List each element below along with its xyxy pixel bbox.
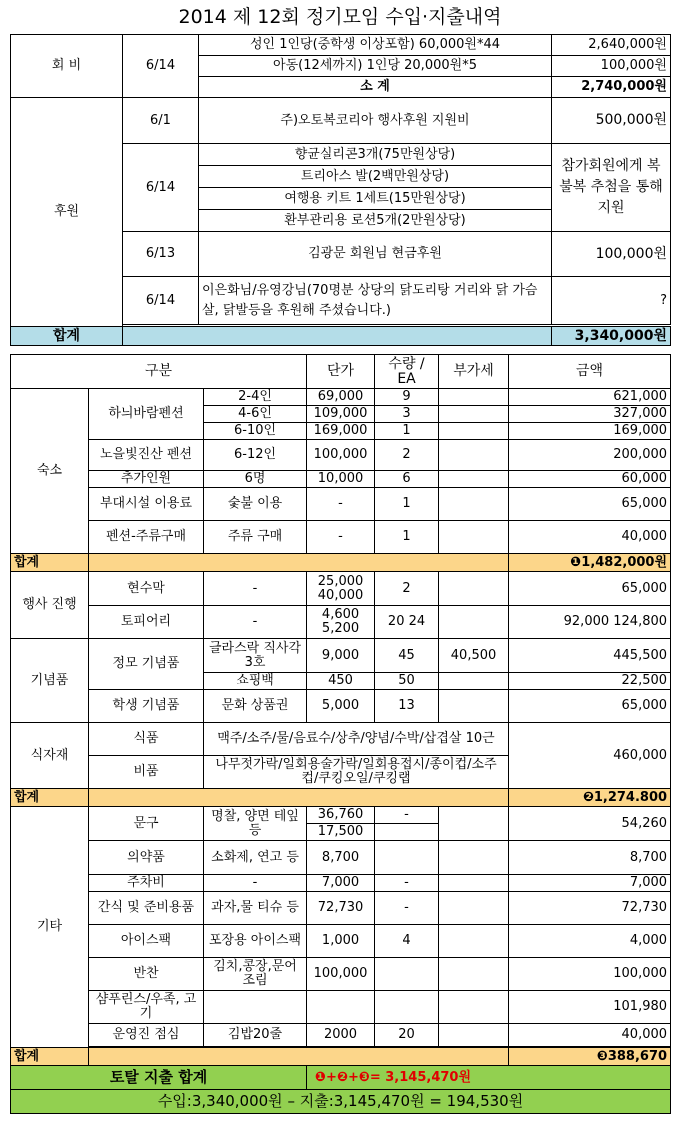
cell-price: 69,000 xyxy=(307,389,375,406)
cell-vat xyxy=(439,991,509,1024)
cell-price: 1,000 xyxy=(307,925,375,958)
balance-row xyxy=(11,1090,671,1114)
cell-vat xyxy=(439,521,509,554)
membership-child-desc: 아동(12세까지) 1인당 20,000원*5 xyxy=(199,56,552,77)
table-row xyxy=(11,389,671,406)
sponsor-desc: 이은화님/유영강님(70명분 상당의 닭도리탕 거리와 닭 가슴살, 닭발등을 후원해 주셨습니다.) xyxy=(199,277,552,325)
table-row xyxy=(11,991,671,1024)
cell-price: 36,760 xyxy=(307,807,375,824)
cell-qty: 50 xyxy=(375,673,439,690)
cell-vat xyxy=(439,690,509,723)
cell-price: 25,000 40,000 xyxy=(307,572,375,606)
cell-amount: 8,700 xyxy=(509,841,671,875)
cell-qty xyxy=(375,824,439,841)
cell-spec: 소화제, 연고 등 xyxy=(204,841,307,875)
sponsor-date: 6/13 xyxy=(123,232,199,277)
cell-spec: 6-10인 xyxy=(204,423,307,440)
subtotal-row xyxy=(11,1048,671,1066)
income-table xyxy=(10,34,671,346)
cell-qty: 1 xyxy=(375,488,439,521)
cell-vat xyxy=(439,673,509,690)
cell-qty: 3 xyxy=(375,406,439,423)
cell-qty: 20 24 xyxy=(375,606,439,639)
event-label: 행사 진행 xyxy=(11,572,89,639)
income-total: 3,340,000원 xyxy=(552,327,671,346)
subtotal-row xyxy=(11,789,671,807)
cell-name: 샴푸린스/우족, 고기 xyxy=(89,991,204,1024)
cell-vat xyxy=(439,841,509,875)
cell-spec: - xyxy=(204,572,307,606)
grand-total-label: 토탈 지출 합계 xyxy=(11,1066,307,1090)
table-row xyxy=(11,723,671,756)
etc-label: 기타 xyxy=(11,807,89,1048)
cell-name: 비품 xyxy=(89,756,204,789)
cell-price: - xyxy=(307,488,375,521)
sponsor-date: 6/1 xyxy=(123,98,199,144)
cell-price xyxy=(307,991,375,1024)
cell-amount: 22,500 xyxy=(509,673,671,690)
cell-name: 노을빛진산 펜션 xyxy=(89,440,204,471)
table-header xyxy=(11,355,671,389)
cell-vat xyxy=(439,389,509,406)
cell-spec: 명찰, 양면 테잎 등 xyxy=(204,807,307,841)
sponsor-desc: 주)오토복코리아 행사후원 지원비 xyxy=(199,98,552,144)
cell-price: 450 xyxy=(307,673,375,690)
cell-spec: 6-12인 xyxy=(204,440,307,471)
membership-subtotal: 2,740,000원 xyxy=(552,77,671,98)
table-row xyxy=(11,1024,671,1047)
cell-name: 펜션-주류구매 xyxy=(89,521,204,554)
cell-amount: 327,000 xyxy=(509,406,671,423)
cell-name: 현수막 xyxy=(89,572,204,606)
cell-spec: 쇼핑백 xyxy=(204,673,307,690)
cell-amount: 169,000 xyxy=(509,423,671,440)
cell-name: 식품 xyxy=(89,723,204,756)
cell-price: 2000 xyxy=(307,1024,375,1047)
cell-amount: 40,000 xyxy=(509,1024,671,1047)
sponsor-item-line: 환부관리용 로션5개(2만원상당) xyxy=(199,210,552,232)
cell-spec: 과자,물 티슈 등 xyxy=(204,892,307,925)
cell-qty: - xyxy=(375,875,439,892)
food-subtotal: ❷1,274.800 xyxy=(509,789,671,807)
cell-spec: 주류 구매 xyxy=(204,521,307,554)
cell-qty: - xyxy=(375,807,439,824)
table-row xyxy=(11,35,671,56)
sponsor-date: 6/14 xyxy=(123,277,199,325)
cell-amount: 65,000 xyxy=(509,690,671,723)
cell-amount: 101,980 xyxy=(509,991,671,1024)
grand-total: ❶+❷+❸= 3,145,470원 xyxy=(315,1069,472,1085)
sponsor-desc: 김광문 회원님 현금후원 xyxy=(199,232,552,277)
table-row xyxy=(11,807,671,824)
cell-qty xyxy=(375,991,439,1024)
cell-amount: 40,000 xyxy=(509,521,671,554)
sponsor-amount: 500,000원 xyxy=(552,98,671,144)
cell-price: 4,600 5,200 xyxy=(307,606,375,639)
cell-qty: 9 xyxy=(375,389,439,406)
cell-amount: 100,000 xyxy=(509,958,671,991)
membership-subtotal-label: 소 계 xyxy=(199,77,552,98)
cell-spec: 글라스락 직사각3호 xyxy=(204,639,307,673)
cell-spec: 2-4인 xyxy=(204,389,307,406)
etc-subtotal: ❸388,670 xyxy=(509,1048,671,1066)
cell-qty: 2 xyxy=(375,440,439,471)
sponsor-item-line: 향균실리콘3개(75만원상당) xyxy=(199,144,552,166)
cell-name: 의약품 xyxy=(89,841,204,875)
balance: 수입:3,340,000원 – 지출:3,145,470원 = 194,530원 xyxy=(11,1090,671,1114)
cell-desc: 나무젓가락/일회용술가락/일회용접시/종이컵/소주컵/쿠킹오일/쿠킹랩 xyxy=(204,756,509,789)
cell-name: 아이스팩 xyxy=(89,925,204,958)
cell-vat xyxy=(439,1024,509,1047)
cell-spec: 숯불 이용 xyxy=(204,488,307,521)
cell-qty: 1 xyxy=(375,521,439,554)
header-vat: 부가세 xyxy=(439,355,509,389)
membership-label: 회 비 xyxy=(11,35,123,98)
etc-subtotal-label: 합계 xyxy=(11,1048,89,1066)
cell-vat xyxy=(439,440,509,471)
cell-qty: - xyxy=(375,892,439,925)
food-label: 식자재 xyxy=(11,723,89,789)
cell-spec: 포장용 아이스팩 xyxy=(204,925,307,958)
lodging-label: 숙소 xyxy=(11,389,89,554)
cell-spec: 4-6인 xyxy=(204,406,307,423)
cell-vat xyxy=(439,572,509,606)
cell-qty: 20 xyxy=(375,1024,439,1047)
table-row xyxy=(11,98,671,144)
income-total-label: 합계 xyxy=(11,327,123,346)
cell-name: 운영진 점심 xyxy=(89,1024,204,1047)
cell-name: 부대시설 이용료 xyxy=(89,488,204,521)
cell-qty: 2 xyxy=(375,572,439,606)
table-row xyxy=(11,440,671,471)
expense-table xyxy=(10,354,671,1114)
table-row xyxy=(11,690,671,723)
cell-amount: 200,000 xyxy=(509,440,671,471)
table-row xyxy=(11,892,671,925)
table-row xyxy=(11,925,671,958)
table-row xyxy=(11,572,671,606)
cell-vat xyxy=(439,807,509,841)
sponsor-date: 6/14 xyxy=(123,144,199,232)
cell-vat xyxy=(439,406,509,423)
cell-spec xyxy=(204,991,307,1024)
cell-spec: 문화 상품권 xyxy=(204,690,307,723)
cell-name: 주차비 xyxy=(89,875,204,892)
membership-date: 6/14 xyxy=(123,35,199,98)
cell-name: 반찬 xyxy=(89,958,204,991)
cell-amount: 7,000 xyxy=(509,875,671,892)
cell-amount: 4,000 xyxy=(509,925,671,958)
cell-name: 문구 xyxy=(89,807,204,841)
sponsor-amount: 100,000원 xyxy=(552,232,671,277)
cell-spec: - xyxy=(204,606,307,639)
cell-qty xyxy=(375,841,439,875)
sponsor-item-line: 여행용 키트 1세트(15만원상당) xyxy=(199,188,552,210)
table-row xyxy=(11,875,671,892)
cell-name: 간식 및 준비용품 xyxy=(89,892,204,925)
cell-amount: 65,000 xyxy=(509,572,671,606)
cell-name: 학생 기념품 xyxy=(89,690,204,723)
lodging-subtotal-label: 합계 xyxy=(11,554,89,572)
cell-vat xyxy=(439,423,509,440)
subtotal-row xyxy=(11,554,671,572)
cell-qty: 1 xyxy=(375,423,439,440)
table-row xyxy=(11,327,671,346)
page-title: 2014 제 12회 정기모임 수입·지출내역 xyxy=(178,6,502,28)
cell-vat xyxy=(439,958,509,991)
cell-price: 8,700 xyxy=(307,841,375,875)
table-row xyxy=(11,521,671,554)
cell-amount: 54,260 xyxy=(509,807,671,841)
cell-qty: 4 xyxy=(375,925,439,958)
cell-amount: 621,000 xyxy=(509,389,671,406)
sponsor-item-line: 트리아스 발(2백만원상당) xyxy=(199,166,552,188)
cell-amount: 92,000 124,800 xyxy=(509,606,671,639)
cell-vat xyxy=(439,471,509,488)
cell-spec: - xyxy=(204,875,307,892)
cell-vat xyxy=(439,606,509,639)
cell-amount: 72,730 xyxy=(509,892,671,925)
cell-price: 17,500 xyxy=(307,824,375,841)
cell-spec: 김치,콩장,문어조림 xyxy=(204,958,307,991)
cell-price: - xyxy=(307,521,375,554)
cell-vat xyxy=(439,925,509,958)
table-row xyxy=(11,488,671,521)
cell-price: 9,000 xyxy=(307,639,375,673)
header-amount: 금액 xyxy=(509,355,671,389)
cell-amount: 445,500 xyxy=(509,639,671,673)
cell-amount: 65,000 xyxy=(509,488,671,521)
cell-price: 100,000 xyxy=(307,958,375,991)
membership-child-amount: 100,000원 xyxy=(552,56,671,77)
table-row xyxy=(11,958,671,991)
sponsor-note: 참가회원에게 복불복 추첨을 통해 지원 xyxy=(552,144,671,232)
sponsor-amount: ? xyxy=(552,277,671,325)
header-unit-price: 단가 xyxy=(307,355,375,389)
cell-spec: 김밥20줄 xyxy=(204,1024,307,1047)
food-subtotal-label: 합계 xyxy=(11,789,89,807)
cell-vat: 40,500 xyxy=(439,639,509,673)
header-category: 구분 xyxy=(11,355,307,389)
cell-vat xyxy=(439,875,509,892)
cell-qty: 6 xyxy=(375,471,439,488)
cell-amount: 460,000 xyxy=(509,723,671,789)
membership-adult-desc: 성인 1인당(중학생 이상포함) 60,000원*44 xyxy=(199,35,552,56)
lodging-pension-name: 하늬바람펜션 xyxy=(89,389,204,440)
cell-vat xyxy=(439,892,509,925)
cell-price: 100,000 xyxy=(307,440,375,471)
sponsor-label: 후원 xyxy=(11,98,123,327)
cell-price: 72,730 xyxy=(307,892,375,925)
header-qty: 수량 / EA xyxy=(375,355,439,389)
lodging-subtotal: ❶1,482,000원 xyxy=(509,554,671,572)
cell-name: 추가인원 xyxy=(89,471,204,488)
cell-price: 169,000 xyxy=(307,423,375,440)
table-row xyxy=(11,841,671,875)
souvenir-label: 기념품 xyxy=(11,639,89,723)
cell-spec: 6명 xyxy=(204,471,307,488)
cell-price: 10,000 xyxy=(307,471,375,488)
cell-desc: 맥주/소주/물/음료수/상추/양념/수박/삽겹살 10근 xyxy=(204,723,509,756)
cell-qty: 45 xyxy=(375,639,439,673)
table-row xyxy=(11,639,671,673)
grand-total-row xyxy=(11,1066,671,1090)
cell-qty: 13 xyxy=(375,690,439,723)
cell-name: 토피어리 xyxy=(89,606,204,639)
cell-qty xyxy=(375,958,439,991)
cell-price: 7,000 xyxy=(307,875,375,892)
cell-vat xyxy=(439,488,509,521)
cell-name: 정모 기념품 xyxy=(89,639,204,690)
cell-price: 109,000 xyxy=(307,406,375,423)
cell-amount: 60,000 xyxy=(509,471,671,488)
table-row xyxy=(11,606,671,639)
table-row xyxy=(11,471,671,488)
cell-price: 5,000 xyxy=(307,690,375,723)
membership-adult-amount: 2,640,000원 xyxy=(552,35,671,56)
